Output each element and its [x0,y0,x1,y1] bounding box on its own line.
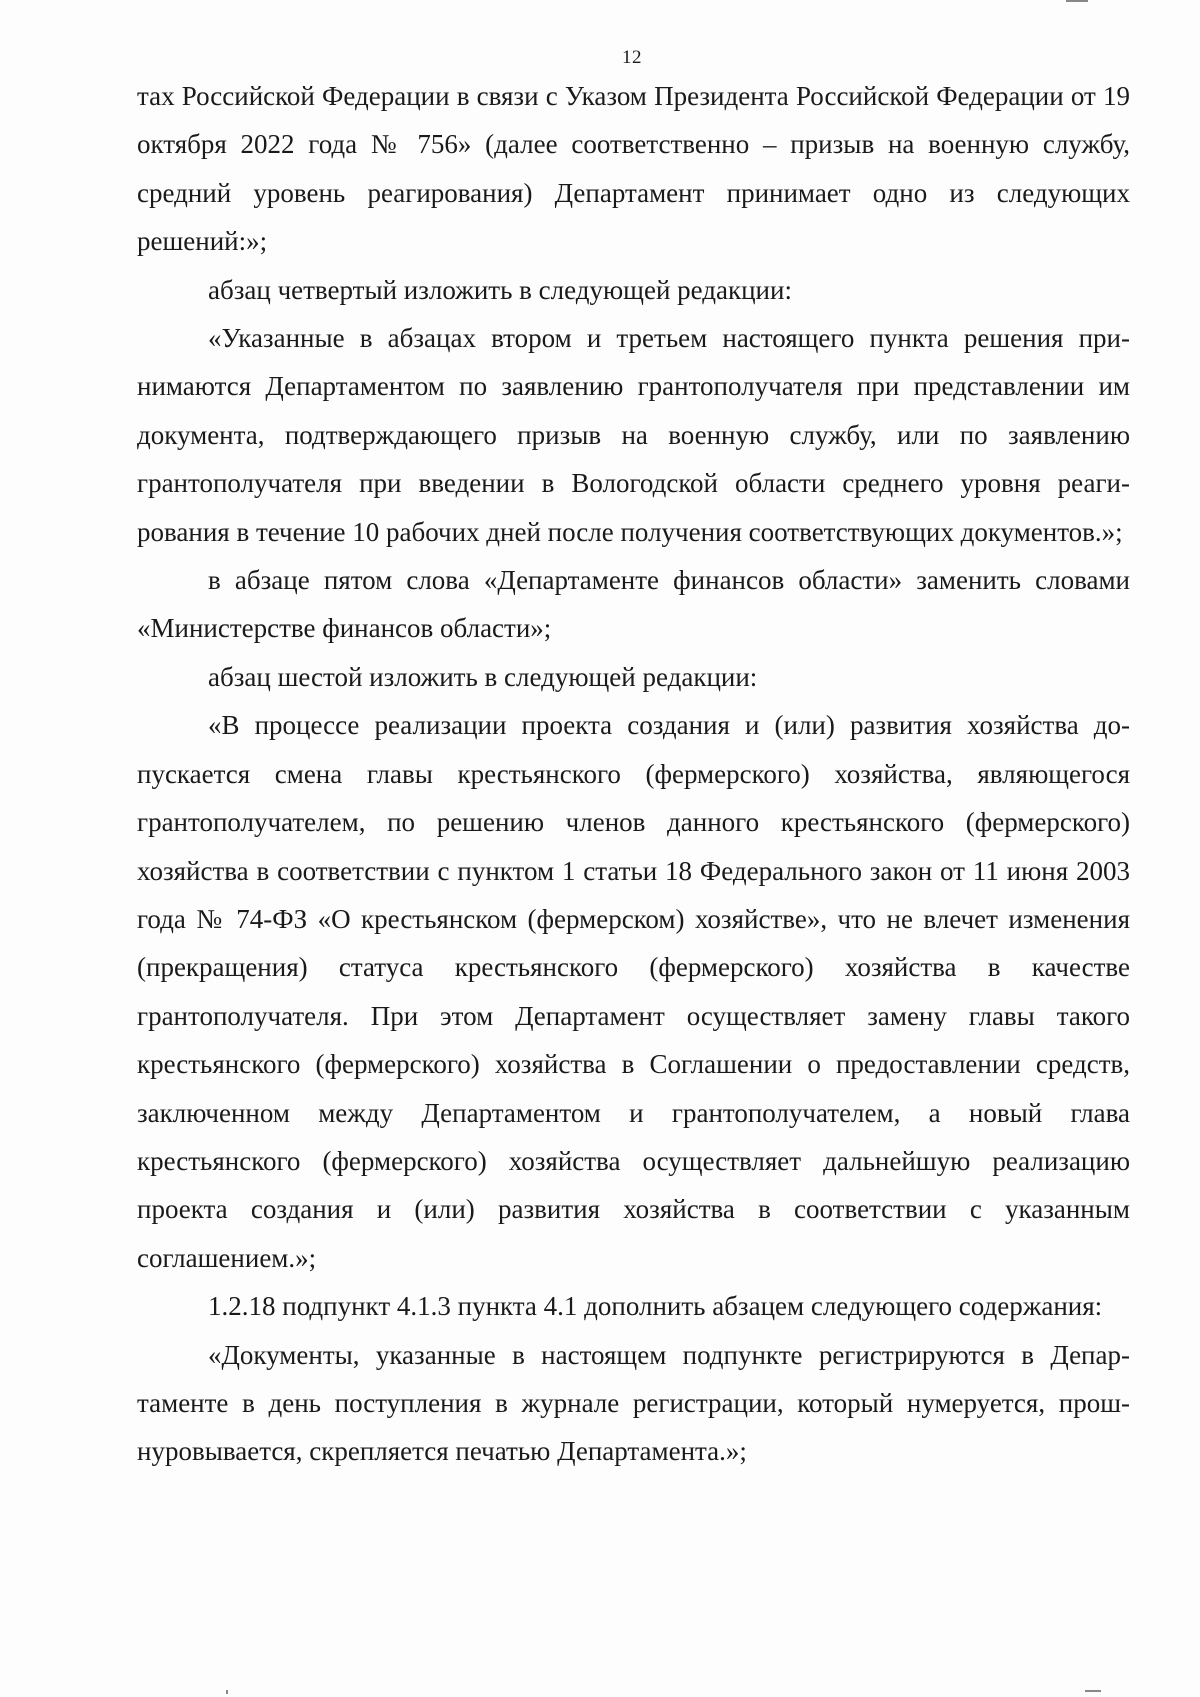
page-number: 12 [622,47,642,68]
paragraph-item-1-2-18: 1.2.18 подпункт 4.1.3 пункта 4.1 дополнить абзацем следующего содержания: [208,1291,1103,1322]
paragraph-quote-abzac-4: «Указанные в абзацах втором и третьем настоящего пункта решения принимаются Департаментом по заявлению грантополучателя при представлении им документа, подтверждающего призыв на военную службу, или по заявлению грантополучателя при введении в Вологодской области среднего уровня реагирования в течение 10 рабочих дней после получения соответствующих документов.»; [137,323,1130,547]
document-body [137,72,1130,1476]
paragraph-quote-abzac-6: «В процессе реализации проекта создания и (или) развития хозяйства допускается смена главы крестьянского (фермерского) хозяйства, являющегося грантополучателем, по решению членов данного крестьянского (фермерского) хозяйства в соответствии с пунктом 1 статьи 18 Федерального закон от 11 июня 2003 года № 74-ФЗ «О крестьянском (фермерском) хозяйстве», что не влечет изменения (прекращения) статуса крестьянского (фермерского) хозяйства в качестве грантополучателя. При этом Департамент осуществляет замену главы такого крестьянского (фермерского) хозяйства в Соглашении о предоставлении средств, заключенном между Департаментом и грантополучателем, а новый глава крестьянского (фермерского) хозяйства осуществляет дальнейшую реализацию проекта создания и (или) развития хозяйства в соответствии с указанным соглашением.»; [137,710,1130,1273]
paragraph-instruction-abzac-4: абзац четвертый изложить в следующей редакции: [208,274,792,305]
paragraph-continuation: тах Российской Федерации в связи с Указом Президента Российской Федерации от 19 октября 2022 года № 756» (далее соответственно – призыв на военную службу, средний уровень реагирования) Департамент принимает одно из следующих решений:»; [137,81,1130,257]
paragraph-quote-documents: «Документы, указанные в настоящем подпункте регистрируются в Департаменте в день поступления в журнале регистрации, который нумеруется, прошнуровывается, скрепляется печатью Департамента.»; [137,1339,1130,1467]
scan-artifact-top-right [1066,0,1088,2]
scan-artifact-bottom-left [226,1690,228,1694]
scan-artifact-bottom-right [1085,1690,1101,1692]
paragraph-instruction-abzac-6: абзац шестой изложить в следующей редакции: [208,661,758,692]
paragraph-instruction-abzac-5: в абзаце пятом слова «Департаменте финансов области» заменить словами «Министерстве финансов области»; [137,565,1130,644]
